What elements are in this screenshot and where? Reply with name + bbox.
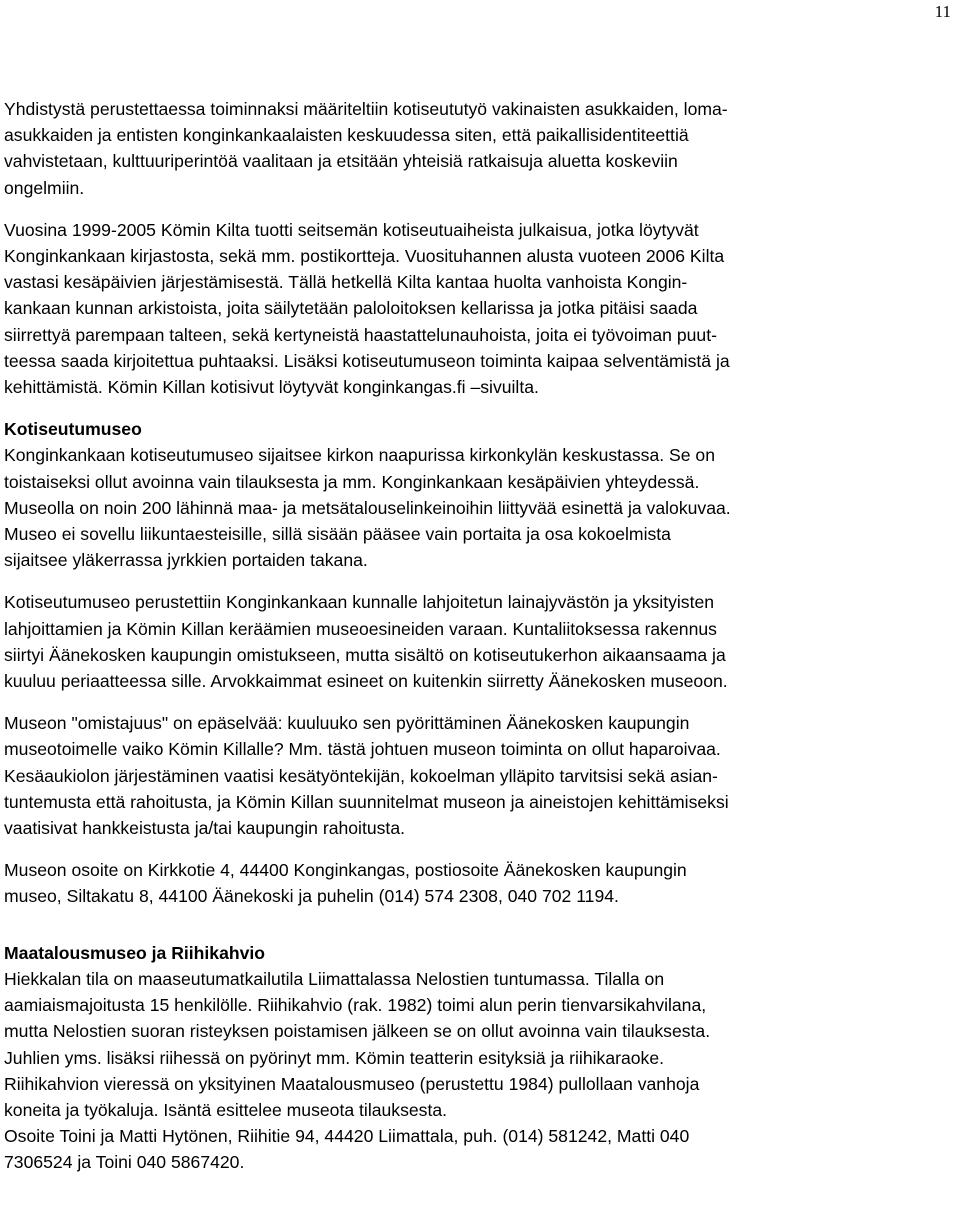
text-line: kehittämistä. Kömin Killan kotisivut löytyvät konginkangas.fi –sivuilta. — [4, 377, 539, 398]
text-line: Osoite Toini ja Matti Hytönen, Riihitie 94, 44420 Liimattala, puh. (014) 581242, Matti 040 — [4, 1126, 690, 1147]
text-line: ongelmiin. — [4, 177, 85, 198]
text-line: Vuosina 1999-2005 Kömin Kilta tuotti seitsemän kotiseutuaiheista julkaisua, jotka löytyvät — [4, 219, 699, 240]
text-line: kuuluu periaatteessa sille. Arvokkaimmat esineet on kuitenkin siirretty Äänekosken museoon. — [4, 671, 728, 692]
document-body — [4, 96, 952, 1176]
text-line: vaatisivat hankkeistusta ja/tai kaupungin rahoitusta. — [4, 818, 405, 839]
text-line: siirrettyä parempaan talteen, sekä kertyneistä haastattelunauhoista, joita ei työvoiman puut- — [4, 324, 717, 345]
text-line: Riihikahvion vieressä on yksityinen Maatalousmuseo (perustettu 1984) pullollaan vanhoja — [4, 1073, 700, 1094]
maatalousmuseo-paragraph-1 — [4, 966, 952, 1176]
text-line: Kesäaukiolon järjestäminen vaatisi kesätyöntekijän, kokoelman ylläpito tarvitsisi sekä asian- — [4, 765, 718, 786]
text-line: lahjoittamien ja Kömin Killan keräämien museoesineiden varaan. Kuntaliitoksessa rakennus — [4, 618, 717, 639]
text-line: siirtyi Äänekosken kaupungin omistukseen, mutta sisältö on kotiseutukerhon aikaansaama ja — [4, 644, 726, 665]
text-line: aamiaismajoitusta 15 henkilölle. Riihikahvio (rak. 1982) toimi alun perin tienvarsikahvilana, — [4, 995, 707, 1016]
section-heading-kotiseutumuseo: Kotiseutumuseo — [4, 419, 142, 440]
text-line: kankaan kunnan arkistoista, joita säilytetään paloloitoksen kellarissa ja jotka pitäisi saada — [4, 298, 698, 319]
kotiseutumuseo-paragraph-3 — [4, 710, 952, 841]
text-line: koneita ja työkaluja. Isäntä esittelee museota tilauksesta. — [4, 1099, 448, 1120]
text-line: Museolla on noin 200 lähinnä maa- ja metsätalouselinkeinoihin liittyvää esinettä ja valokuvaa. — [4, 497, 731, 518]
text-line: toistaiseksi ollut avoinna vain tilauksesta ja mm. Konginkankaan kesäpäivien yhteydessä. — [4, 471, 700, 492]
text-line: museotoimelle vaiko Kömin Killalle? Mm. tästä johtuen museon toiminta on ollut haparoivaa. — [4, 739, 721, 760]
text-line: vahvistetaan, kulttuuriperintöä vaalitaan ja etsitään yhteisiä ratkaisuja aluetta koskeviin — [4, 151, 678, 172]
text-line: Museon "omistajuus" on epäselvää: kuuluuko sen pyörittäminen Äänekosken kaupungin — [4, 713, 690, 734]
text-line: 7306524 ja Toini 040 5867420. — [4, 1152, 245, 1173]
text-line: vastasi kesäpäivien järjestämisestä. Tällä hetkellä Kilta kantaa huolta vanhoista Kongin- — [4, 272, 688, 293]
page-number: 11 — [934, 2, 951, 21]
text-line: tuntemusta että rahoitusta, ja Kömin Killan suunnitelmat museon ja aineistojen kehittämiseksi — [4, 791, 729, 812]
text-line: teessa saada kirjoitettua puhtaaksi. Lisäksi kotiseutumuseon toiminta kaipaa selventämistä ja — [4, 350, 730, 371]
text-line: museo, Siltakatu 8, 44100 Äänekoski ja puhelin (014) 574 2308, 040 702 1194. — [4, 886, 619, 907]
text-line: Yhdistystä perustettaessa toiminnaksi määriteltiin kotiseututyö vakinaisten asukkaiden, loma- — [4, 99, 728, 119]
intro-paragraph-2 — [4, 217, 952, 400]
text-line: Konginkankaan kirjastosta, sekä mm. postikortteja. Vuosituhannen alusta vuoteen 2006 Kilta — [4, 246, 725, 267]
text-line: sijaitsee yläkerrassa jyrkkien portaiden takana. — [4, 550, 368, 571]
text-line: Juhlien yms. lisäksi riihessä on pyörinyt mm. Kömin teatterin esityksiä ja riihikaraoke. — [4, 1047, 665, 1068]
text-line: Hiekkalan tila on maaseutumatkailutila Liimattalassa Nelostien tuntumassa. Tilalla on — [4, 968, 665, 989]
text-line: Museo ei sovellu liikuntaesteisille, sillä sisään pääsee vain portaita ja osa kokoelmista — [4, 524, 671, 545]
text-line: Museon osoite on Kirkkotie 4, 44400 Konginkangas, postiosoite Äänekosken kaupungin — [4, 860, 687, 881]
kotiseutumuseo-paragraph-4 — [4, 857, 952, 909]
text-line: Konginkankaan kotiseutumuseo sijaitsee kirkon naapurissa kirkonkylän keskustassa. Se on — [4, 445, 715, 466]
kotiseutumuseo-paragraph-2 — [4, 589, 952, 694]
intro-paragraph-1 — [4, 96, 952, 201]
text-line: asukkaiden ja entisten konginkankaalaisten keskuudessa siten, että paikallisidentiteettiä — [4, 125, 689, 146]
text-line: mutta Nelostien suoran risteyksen poistamisen jälkeen se on ollut avoinna vain tilauksesta. — [4, 1021, 711, 1042]
section-heading-maatalousmuseo: Maatalousmuseo ja Riihikahvio — [4, 942, 266, 963]
text-line: Kotiseutumuseo perustettiin Konginkankaan kunnalle lahjoitetun lainajyvästön ja yksityisten — [4, 592, 715, 613]
kotiseutumuseo-paragraph-1 — [4, 442, 952, 573]
